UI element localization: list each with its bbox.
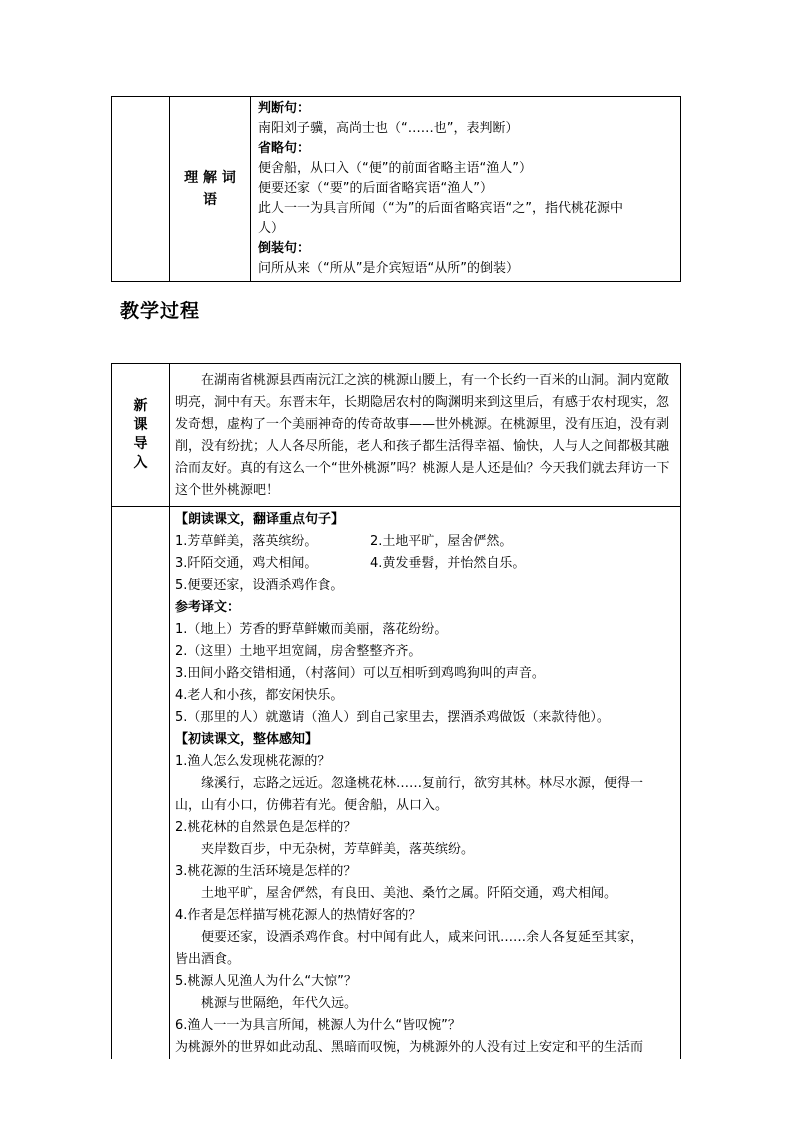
reference-line: 1.（地上）芳香的野草鲜嫩而美丽，落花纷纷。 bbox=[175, 622, 448, 637]
key-sentence-row bbox=[175, 553, 676, 575]
reference-line: 2.（这里）土地平坦宽阔，房舍整整齐齐。 bbox=[175, 644, 422, 659]
intro-label: 新课导入 bbox=[133, 398, 148, 471]
reference-title: 参考译文： bbox=[175, 600, 241, 615]
sentence-example: 此人一一为具言所闻（“为”的后面省略宾语“之”，指代桃花源中 bbox=[258, 201, 623, 216]
section-title: 【朗读课文，翻译重点句子】 bbox=[175, 512, 345, 527]
reference-line: 4.老人和小孩，都安闲快乐。 bbox=[175, 688, 344, 703]
key-sentence: 2.土地平旷，屋舍俨然。 bbox=[370, 534, 513, 549]
intro-label-cell bbox=[112, 364, 170, 507]
key-sentence: 5.便要还家，设酒杀鸡作食。 bbox=[175, 578, 344, 593]
answer-line: 为桃源外的世界如此动乱、黑暗而叹惋，为桃源外的人没有过上安定和平的生活而 bbox=[175, 1040, 644, 1055]
empty-cell bbox=[112, 97, 170, 282]
answer-line: 皆出酒食。 bbox=[175, 952, 241, 967]
sentence-example: 便要还家（“要”的后面省略宾语“渔人”） bbox=[258, 181, 493, 196]
empty-cell bbox=[112, 507, 170, 1060]
question: 4.作者是怎样描写桃花源人的热情好客的？ bbox=[175, 908, 422, 923]
sentence-type-title: 判断句： bbox=[258, 101, 311, 116]
answer-line: 山，山有小口，仿佛若有光。便舍船，从口入。 bbox=[175, 798, 449, 813]
answer-line: 土地平旷，屋舍俨然，有良田、美池、桑竹之属。阡陌交通，鸡犬相闻。 bbox=[201, 886, 618, 901]
key-sentences bbox=[175, 531, 676, 575]
sentence-types-cell bbox=[251, 97, 681, 282]
section-heading: 教学过程 bbox=[120, 300, 201, 322]
answer-line: 便要还家，设酒杀鸡作食。村中闻有此人，咸来问讯……余人各复延至其家， bbox=[201, 930, 644, 945]
sentence-list bbox=[258, 99, 676, 279]
question-list bbox=[175, 751, 676, 1037]
question: 3.桃花源的生活环境是怎样的？ bbox=[175, 864, 357, 879]
section-title: 【初读课文，整体感知】 bbox=[175, 732, 319, 747]
answer-line: 桃源与世隔绝，年代久远。 bbox=[201, 996, 358, 1011]
key-sentence: 3.阡陌交通，鸡犬相闻。 bbox=[175, 556, 318, 571]
sentence-type-title: 倒装句： bbox=[258, 241, 311, 256]
question: 1.渔人怎么发现桃花源的？ bbox=[175, 754, 331, 769]
key-sentence: 1.芳草鲜美，落英缤纷。 bbox=[175, 534, 318, 549]
question: 5.桃源人见渔人为什么“大惊”？ bbox=[175, 974, 357, 989]
teaching-process-table bbox=[111, 363, 681, 1059]
intro-text: 在湖南省桃源县西南沅江之滨的桃源山腰上，有一个长约一百米的山洞。洞内宽敞明亮，洞中有天。东晋末年，长期隐居农村的陶渊明来到这里后，有感于农村现实，忽发奇想，虚构了一个美丽神奇的传奇故事——世外桃源。在桃源里，没有压迫，没有剥削，没有纷扰；人人各尽所能，老人和孩子都生活得幸福、愉快，人与人之间都极其融洽而友好。真的有这么一个“世外桃源”吗？桃源人是人还是仙？今天我们就去拜访一下这个世外桃源吧！ bbox=[170, 364, 681, 507]
sentence-example: 便舍船，从口入（“便”的前面省略主语“渔人”） bbox=[258, 161, 532, 176]
key-sentence-row bbox=[175, 531, 676, 553]
reference-translations bbox=[175, 619, 676, 729]
answer-line: 夹岸数百步，中无杂树，芳草鲜美，落英缤纷。 bbox=[201, 842, 475, 857]
reference-line: 3.田间小路交错相通，（村落间）可以互相听到鸡鸣狗叫的声音。 bbox=[175, 666, 545, 681]
row-label: 理 解 词语 bbox=[170, 97, 251, 282]
sentence-example: 问所从来（“所从”是介宾短语“从所”的倒装） bbox=[258, 261, 519, 276]
sentence-type-title: 省略句： bbox=[258, 141, 311, 156]
reference-line: 5.（那里的人）就邀请（渔人）到自己家里去，摆酒杀鸡做饭（来款待他）。 bbox=[175, 710, 610, 725]
answer-line: 缘溪行，忘路之远近。忽逢桃花林……复前行，欲穷其林。林尽水源，便得一 bbox=[201, 776, 644, 791]
vocabulary-table bbox=[111, 96, 681, 282]
sentence-example: 人） bbox=[258, 221, 285, 236]
key-sentence: 4.黄发垂髫，并怡然自乐。 bbox=[370, 556, 526, 571]
sentence-example: 南阳刘子骥，高尚士也（“……也”，表判断） bbox=[258, 121, 519, 136]
question: 2.桃花林的自然景色是怎样的？ bbox=[175, 820, 357, 835]
reading-cell bbox=[170, 507, 681, 1060]
question: 6.渔人一一为具言所闻，桃源人为什么“皆叹惋”？ bbox=[175, 1018, 461, 1033]
